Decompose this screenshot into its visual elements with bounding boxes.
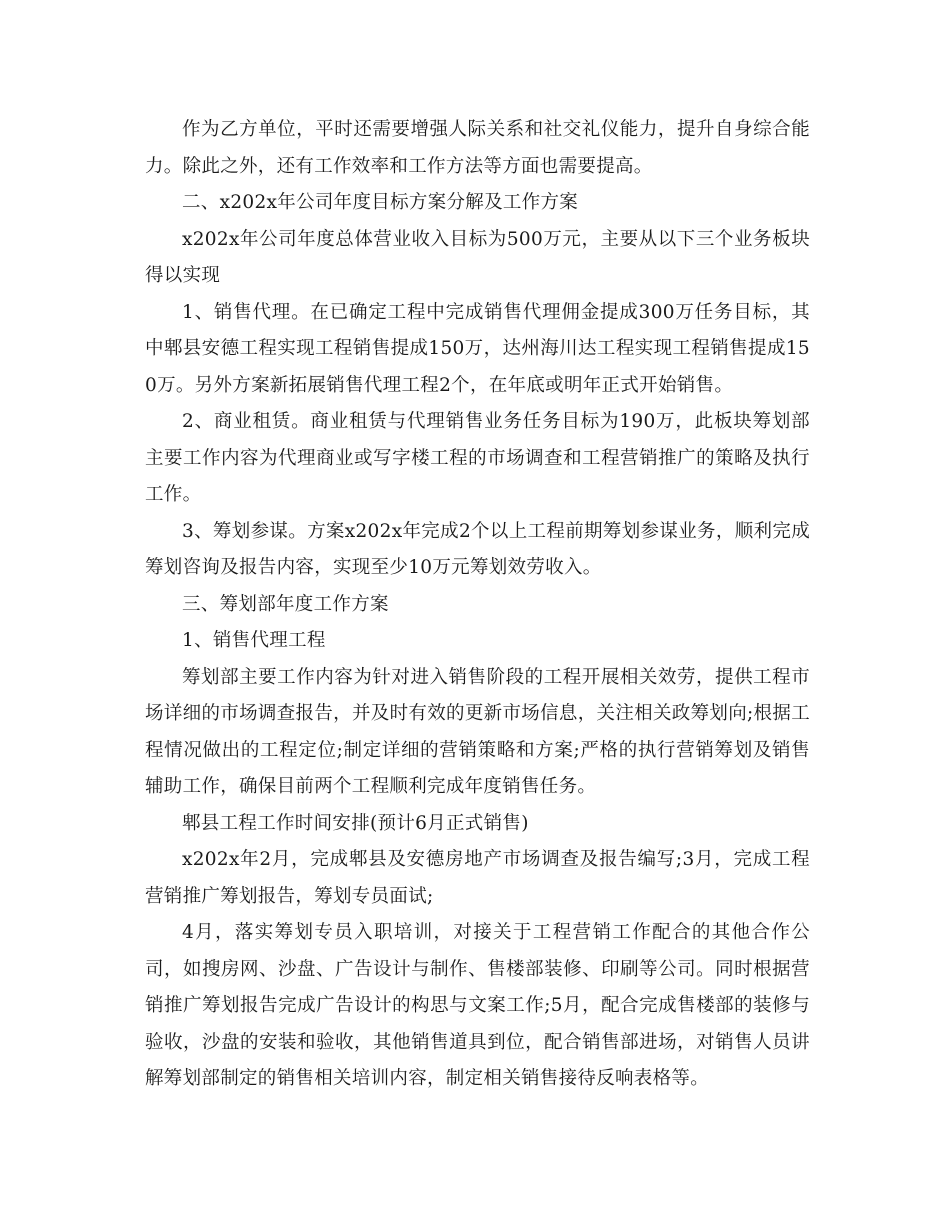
- heading-annual-targets: 二、x202x年公司年度目标方案分解及工作方案: [182, 192, 579, 213]
- paragraph-commercial-leasing: 2、商业租赁。商业租赁与代理销售业务任务目标为190万，此板块筹划部主要工作内容为代理商业或写字楼工程的市场调查和工程营销推广的策略及执行工作。: [145, 411, 810, 505]
- document-body: [145, 112, 810, 1098]
- paragraph-planning-consulting: 3、筹划参谋。方案x202x年完成2个以上工程前期筹划参谋业务，顺利完成筹划咨询及报告内容，实现至少10万元筹划效劳收入。: [145, 520, 810, 578]
- paragraph-sales-agency: 1、销售代理。在已确定工程中完成销售代理佣金提成300万任务目标，其中郫县安德工程实现工程销售提成150万，达州海川达工程实现工程销售提成150万。另外方案新拓展销售代理工程2个，在年底或明年正式开始销售。: [145, 301, 810, 396]
- subheading-pixian-schedule: 郫县工程工作时间安排(预计6月正式销售): [182, 812, 529, 834]
- paragraph-department-work: 筹划部主要工作内容为针对进入销售阶段的工程开展相关效劳，提供工程市场详细的市场调查报告，并及时有效的更新市场信息，关注相关政筹划向;根据工程情况做出的工程定位;制定详细的营销策略和方案;严格的执行营销筹划及销售辅助工作，确保目前两个工程顺利完成年度销售任务。: [145, 666, 810, 797]
- paragraph-april-may-schedule: 4月，落实筹划专员入职培训，对接关于工程营销工作配合的其他合作公司，如搜房网、沙盘、广告设计与制作、售楼部装修、印刷等公司。同时根据营销推广筹划报告完成广告设计的构思与文案工作;5月，配合完成售楼部的装修与验收，沙盘的安装和验收，其他销售道具到位，配合销售部进场，对销售人员讲解筹划部制定的销售相关培训内容，制定相关销售接待反响表格等。: [145, 922, 810, 1089]
- heading-department-plan: 三、筹划部年度工作方案: [182, 593, 389, 615]
- paragraph-revenue-target: x202x年公司年度总体营业收入目标为500万元，主要从以下三个业务板块得以实现: [145, 228, 810, 286]
- subheading-sales-agency-project: 1、销售代理工程: [182, 630, 326, 651]
- paragraph-improve-abilities: 作为乙方单位，平时还需要增强人际关系和社交礼仪能力，提升自身综合能力。除此之外，还有工作效率和工作方法等方面也需要提高。: [145, 119, 810, 177]
- paragraph-feb-march-schedule: x202x年2月，完成郫县及安德房地产市场调查及报告编写;3月，完成工程营销推广筹划报告，筹划专员面试;: [145, 849, 810, 907]
